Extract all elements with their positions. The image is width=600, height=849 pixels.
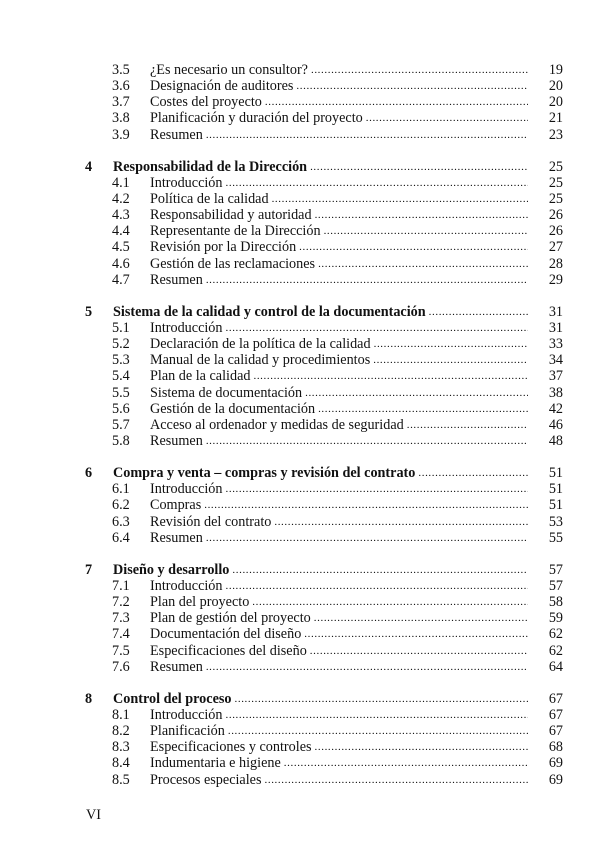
entry-page: 62 [548, 626, 563, 643]
section-entry [0, 223, 600, 239]
dot-leader [305, 385, 528, 401]
entry-line [150, 223, 528, 239]
entry-number: 5 [85, 303, 93, 320]
entry-number: 4.7 [112, 271, 130, 288]
spacer [0, 546, 600, 562]
entry-line [150, 610, 528, 626]
entry-page: 31 [548, 320, 563, 336]
entry-title: Introducción [150, 481, 223, 498]
entry-line [150, 707, 528, 723]
entry-number: 7.1 [112, 578, 130, 594]
entry-number: 8.2 [112, 723, 130, 740]
dot-leader [310, 643, 528, 659]
entry-number: 8 [85, 690, 93, 707]
entry-number: 5.8 [112, 432, 130, 449]
entry-line [150, 94, 528, 110]
entry-title: Resumen [150, 529, 203, 546]
dot-leader [226, 320, 529, 336]
entry-page: 27 [548, 239, 563, 256]
dot-leader [252, 594, 528, 610]
entry-title: Especificaciones y controles [150, 739, 312, 756]
entry-number: 8.4 [112, 755, 130, 772]
entry-title: Indumentaria e higiene [150, 755, 281, 772]
entry-line [150, 578, 528, 594]
entry-number: 4.4 [112, 223, 130, 240]
entry-number: 4.1 [112, 174, 130, 191]
entry-line [150, 401, 528, 417]
entry-line [150, 530, 528, 546]
entry-line [150, 336, 528, 352]
entry-title: Sistema de documentación [150, 384, 303, 401]
entry-line [150, 772, 528, 788]
dot-leader [253, 368, 528, 384]
entry-page: 37 [548, 368, 563, 385]
entry-title: Designación de auditores [150, 78, 294, 95]
entry-page: 20 [548, 78, 563, 95]
section-entry [0, 110, 600, 126]
dot-leader [206, 530, 528, 546]
dot-leader [235, 691, 529, 707]
dot-leader [206, 127, 528, 143]
entry-title: Gestión de la documentación [150, 400, 316, 417]
dot-leader [232, 562, 528, 578]
entry-number: 5.4 [112, 368, 130, 385]
spacer [0, 288, 600, 304]
dot-leader [429, 304, 528, 320]
dot-leader [374, 336, 528, 352]
entry-line [150, 385, 528, 401]
section-entry [0, 62, 600, 78]
section-entry [0, 739, 600, 755]
entry-line [150, 723, 528, 739]
dot-leader [315, 739, 528, 755]
entry-line [150, 755, 528, 771]
entry-title: Compra y venta – compras y revisión del contrato [113, 465, 416, 482]
entry-page: 69 [548, 771, 563, 788]
entry-line [150, 78, 528, 94]
dot-leader [373, 352, 528, 368]
section-entry [0, 643, 600, 659]
entry-line [150, 191, 528, 207]
entry-line [150, 739, 528, 755]
dot-leader [226, 481, 529, 497]
dot-leader [206, 659, 528, 675]
entry-title: Plan de gestión del proyecto [150, 610, 311, 627]
entry-title: Gestión de las reclamaciones [150, 255, 316, 272]
entry-number: 7.5 [112, 642, 130, 659]
entry-page: 42 [548, 400, 563, 417]
entry-line [150, 175, 528, 191]
entry-number: 5.5 [112, 384, 130, 401]
section-entry [0, 336, 600, 352]
section-entry [0, 481, 600, 497]
entry-page: 26 [548, 207, 563, 224]
section-entry [0, 256, 600, 272]
section-entry [0, 594, 600, 610]
section-entry [0, 417, 600, 433]
section-entry [0, 191, 600, 207]
section-entry [0, 94, 600, 110]
section-entry [0, 772, 600, 788]
entry-line [113, 159, 528, 175]
entry-title: Responsabilidad y autoridad [150, 207, 312, 224]
section-entry [0, 175, 600, 191]
entry-number: 4.5 [112, 239, 130, 256]
dot-leader [226, 578, 529, 594]
section-entry [0, 626, 600, 642]
dot-leader [272, 191, 528, 207]
section-entry [0, 530, 600, 546]
entry-title: Revisión por la Dirección [150, 239, 297, 256]
entry-page: 51 [548, 497, 563, 514]
entry-page: 68 [548, 739, 563, 756]
dot-leader [206, 272, 528, 288]
entry-number: 8.5 [112, 771, 130, 788]
entry-line [150, 127, 528, 143]
dot-leader [206, 433, 528, 449]
section-entry [0, 272, 600, 288]
section-entry [0, 514, 600, 530]
entry-title: Responsabilidad de la Dirección [113, 158, 308, 175]
entry-line [150, 272, 528, 288]
entry-number: 6 [85, 465, 93, 482]
section-entry [0, 659, 600, 675]
entry-title: Resumen [150, 658, 203, 675]
entry-page: 57 [548, 578, 563, 594]
dot-leader [226, 707, 529, 723]
dot-leader [299, 239, 528, 255]
entry-page: 23 [548, 126, 563, 143]
entry-number: 7.3 [112, 610, 130, 627]
entry-line [150, 320, 528, 336]
entry-title: Plan de la calidad [150, 368, 251, 385]
entry-page: 67 [548, 690, 563, 707]
entry-number: 6.3 [112, 513, 130, 530]
section-entry [0, 207, 600, 223]
dot-leader [265, 94, 528, 110]
section-entry [0, 707, 600, 723]
entry-line [150, 433, 528, 449]
entry-title: Introducción [150, 320, 223, 336]
entry-page: 31 [548, 303, 563, 320]
entry-page: 21 [548, 110, 563, 127]
entry-title: Introducción [150, 707, 223, 723]
entry-page: 25 [548, 158, 563, 175]
dot-leader [318, 256, 528, 272]
spacer [0, 143, 600, 159]
entry-page: 25 [548, 174, 563, 191]
section-entry [0, 433, 600, 449]
dot-leader [304, 626, 528, 642]
dot-leader [311, 62, 528, 78]
entry-page: 25 [548, 191, 563, 207]
entry-page: 59 [548, 610, 563, 627]
chapter-entry [0, 159, 600, 175]
entry-number: 6.2 [112, 497, 130, 514]
entry-title: ¿Es necesario un consultor? [150, 62, 308, 78]
dot-leader [296, 78, 528, 94]
entry-number: 3.6 [112, 78, 130, 95]
entry-line [150, 368, 528, 384]
entry-title: Representante de la Dirección [150, 223, 321, 240]
dot-leader [226, 175, 529, 191]
spacer [0, 449, 600, 465]
chapter-entry [0, 465, 600, 481]
entry-title: Control del proceso [113, 690, 232, 707]
entry-line [113, 691, 528, 707]
entry-page: 33 [548, 336, 563, 353]
dot-leader [366, 110, 528, 126]
entry-line [150, 514, 528, 530]
dot-leader [315, 207, 528, 223]
entry-page: 53 [548, 513, 563, 530]
entry-number: 3.8 [112, 110, 130, 127]
entry-page: 67 [548, 707, 563, 723]
section-entry [0, 578, 600, 594]
section-entry [0, 239, 600, 255]
entry-title: Procesos especiales [150, 771, 262, 788]
entry-line [150, 594, 528, 610]
entry-page: 51 [548, 481, 563, 498]
entry-page: 69 [548, 755, 563, 772]
entry-page: 51 [548, 465, 563, 482]
entry-line [113, 562, 528, 578]
dot-leader [274, 514, 528, 530]
entry-page: 48 [548, 432, 563, 449]
entry-number: 3.5 [112, 62, 130, 78]
entry-line [150, 481, 528, 497]
entry-title: Compras [150, 497, 202, 514]
entry-line [150, 256, 528, 272]
entry-line [150, 643, 528, 659]
entry-page: 38 [548, 384, 563, 401]
entry-line [150, 239, 528, 255]
entry-number: 5.2 [112, 336, 130, 353]
chapter-entry [0, 691, 600, 707]
entry-title: Política de la calidad [150, 191, 269, 207]
dot-leader [418, 465, 528, 481]
entry-line [113, 465, 528, 481]
section-entry [0, 497, 600, 513]
entry-page: 34 [548, 352, 563, 369]
entry-page: 67 [548, 723, 563, 740]
entry-title: Resumen [150, 432, 203, 449]
entry-title: Plan del proyecto [150, 594, 250, 611]
entry-title: Resumen [150, 126, 203, 143]
dot-leader [228, 723, 528, 739]
entry-line [150, 62, 528, 78]
section-entry [0, 401, 600, 417]
entry-line [150, 626, 528, 642]
section-entry [0, 320, 600, 336]
chapter-entry [0, 562, 600, 578]
section-entry [0, 78, 600, 94]
dot-leader [265, 772, 529, 788]
entry-title: Introducción [150, 578, 223, 594]
entry-title: Resumen [150, 271, 203, 288]
entry-title: Diseño y desarrollo [113, 561, 230, 578]
section-entry [0, 368, 600, 384]
entry-page: 62 [548, 642, 563, 659]
entry-line [113, 304, 528, 320]
entry-line [150, 110, 528, 126]
entry-title: Planificación y duración del proyecto [150, 110, 363, 127]
entry-number: 8.1 [112, 707, 130, 723]
entry-page: 57 [548, 561, 563, 578]
entry-line [150, 352, 528, 368]
section-entry [0, 723, 600, 739]
entry-number: 4.2 [112, 191, 130, 207]
entry-title: Planificación [150, 723, 225, 740]
entry-number: 3.9 [112, 126, 130, 143]
entry-number: 6.4 [112, 529, 130, 546]
entry-title: Sistema de la calidad y control de la documentación [113, 303, 426, 320]
entry-line [150, 659, 528, 675]
entry-number: 4.6 [112, 255, 130, 272]
spacer [0, 675, 600, 691]
entry-number: 7.2 [112, 594, 130, 611]
entry-number: 3.7 [112, 94, 130, 111]
dot-leader [407, 417, 528, 433]
entry-title: Manual de la calidad y procedimientos [150, 352, 371, 369]
entry-number: 7.4 [112, 626, 130, 643]
entry-number: 5.1 [112, 320, 130, 336]
entry-number: 5.6 [112, 400, 130, 417]
dot-leader [318, 401, 528, 417]
entry-number: 7.6 [112, 658, 130, 675]
entry-title: Revisión del contrato [150, 513, 272, 530]
entry-title: Acceso al ordenador y medidas de seguridad [150, 416, 404, 433]
page-number-folio: VI [86, 807, 101, 823]
dot-leader [310, 159, 528, 175]
entry-number: 4.3 [112, 207, 130, 224]
entry-page: 19 [548, 62, 563, 78]
chapter-entry [0, 304, 600, 320]
dot-leader [314, 610, 528, 626]
section-entry [0, 385, 600, 401]
entry-page: 20 [548, 94, 563, 111]
section-entry [0, 610, 600, 626]
entry-number: 6.1 [112, 481, 130, 498]
entry-title: Introducción [150, 174, 223, 191]
dot-leader [284, 755, 528, 771]
entry-page: 64 [548, 658, 563, 675]
entry-page: 46 [548, 416, 563, 433]
entry-number: 5.3 [112, 352, 130, 369]
entry-number: 7 [85, 561, 93, 578]
dot-leader [204, 497, 528, 513]
entry-line [150, 417, 528, 433]
entry-page: 29 [548, 271, 563, 288]
entry-line [150, 207, 528, 223]
entry-number: 8.3 [112, 739, 130, 756]
entry-page: 55 [548, 529, 563, 546]
section-entry [0, 755, 600, 771]
dot-leader [324, 223, 528, 239]
entry-title: Especificaciones del diseño [150, 642, 307, 659]
entry-number: 4 [85, 158, 93, 175]
entry-line [150, 497, 528, 513]
section-entry [0, 127, 600, 143]
entry-title: Declaración de la política de la calidad [150, 336, 371, 353]
entry-page: 26 [548, 223, 563, 240]
entry-number: 5.7 [112, 416, 130, 433]
entry-page: 58 [548, 594, 563, 611]
entry-title: Costes del proyecto [150, 94, 262, 111]
section-entry [0, 352, 600, 368]
entry-page: 28 [548, 255, 563, 272]
table-of-contents [0, 62, 600, 788]
entry-title: Documentación del diseño [150, 626, 302, 643]
